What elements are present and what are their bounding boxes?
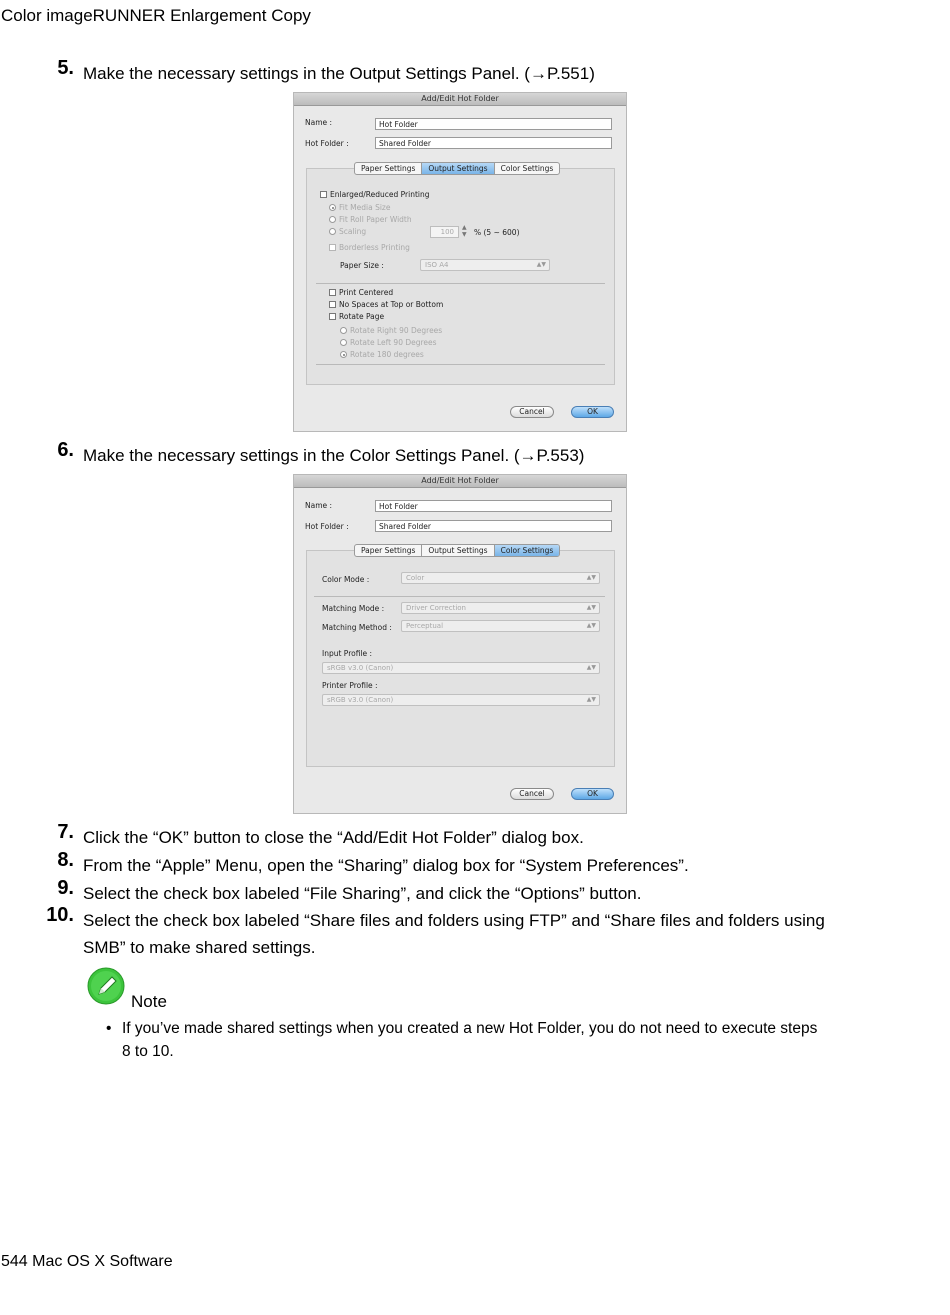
- checkbox-icon: [329, 313, 336, 320]
- bullet: •: [106, 1020, 112, 1037]
- select-value: Driver Correction: [406, 604, 466, 612]
- step-text: Make the necessary settings in the Output Settings Panel. (→P.551): [83, 64, 595, 83]
- enlarged-reduced-checkbox[interactable]: [320, 190, 430, 199]
- step-number: 10.: [46, 904, 74, 926]
- select-value: Perceptual: [406, 622, 444, 630]
- paper-size-label: Paper Size :: [340, 261, 384, 270]
- step-number: 7.: [57, 821, 74, 843]
- tab-bar: [354, 544, 560, 557]
- rotate-180-radio[interactable]: [340, 350, 424, 359]
- checkbox-label: Print Centered: [339, 288, 394, 297]
- tab-bar: [354, 162, 560, 175]
- rotate-page-checkbox[interactable]: [329, 312, 384, 321]
- checkbox-icon: [329, 301, 336, 308]
- color-mode-label: Color Mode :: [322, 575, 370, 584]
- tab-color-settings[interactable]: Color Settings: [500, 164, 554, 173]
- matching-mode-label: Matching Mode :: [322, 604, 385, 613]
- print-centered-checkbox[interactable]: [329, 288, 393, 297]
- step-number: 9.: [57, 877, 74, 899]
- page-header: Color imageRUNNER Enlargement Copy: [1, 6, 311, 25]
- select-arrows-icon: ▲▼: [586, 604, 596, 611]
- radio-label: Rotate 180 degrees: [350, 350, 424, 359]
- fit-media-radio[interactable]: [329, 203, 390, 212]
- cancel-button[interactable]: Cancel: [510, 788, 554, 800]
- hot-folder-field[interactable]: Shared Folder: [375, 520, 612, 532]
- pencil-note-icon: [87, 967, 125, 1005]
- radio-icon: [340, 327, 347, 334]
- dialog-color-settings: [293, 474, 627, 814]
- radio-label: Rotate Right 90 Degrees: [350, 326, 443, 335]
- radio-label: Rotate Left 90 Degrees: [350, 338, 437, 347]
- scaling-range: % (5 ~ 600): [474, 228, 520, 237]
- divider: [316, 283, 605, 284]
- checkbox-label: Borderless Printing: [339, 243, 410, 252]
- tab-color-settings[interactable]: Color Settings: [495, 545, 560, 556]
- radio-icon: [340, 339, 347, 346]
- dialog-title: Add/Edit Hot Folder: [294, 93, 626, 106]
- divider: [316, 364, 605, 365]
- paper-size-select[interactable]: [420, 259, 550, 271]
- note-text: If you’ve made shared settings when you created a new Hot Folder, you do not need to execute steps 8 to 10.: [122, 1020, 818, 1060]
- checkbox-label: Rotate Page: [339, 312, 385, 321]
- dialog-output-settings: [293, 92, 627, 432]
- select-arrows-icon: ▲▼: [536, 261, 546, 268]
- name-label: Name :: [305, 501, 333, 510]
- cancel-button[interactable]: Cancel: [510, 406, 554, 418]
- radio-label: Fit Roll Paper Width: [339, 215, 412, 224]
- printer-profile-label: Printer Profile :: [322, 681, 378, 690]
- select-arrows-icon: ▲▼: [586, 622, 596, 629]
- hot-folder-label: Hot Folder :: [305, 139, 349, 148]
- radio-icon: [340, 351, 347, 358]
- dialog-title: Add/Edit Hot Folder: [294, 475, 626, 488]
- checkbox-label: Enlarged/Reduced Printing: [330, 190, 430, 199]
- step-number: 8.: [57, 849, 74, 871]
- scaling-radio[interactable]: [329, 227, 366, 236]
- rotate-left-radio[interactable]: [340, 338, 437, 347]
- checkbox-label: No Spaces at Top or Bottom: [339, 300, 444, 309]
- ok-button[interactable]: OK: [571, 406, 614, 418]
- printer-profile-select[interactable]: [322, 694, 600, 706]
- step-text: Click the “OK” button to close the “Add/Edit Hot Folder” dialog box.: [83, 828, 584, 847]
- checkbox-icon: [329, 289, 336, 296]
- step-text: From the “Apple” Menu, open the “Sharing” dialog box for “System Preferences”.: [83, 856, 689, 875]
- radio-icon: [329, 228, 336, 235]
- step-text: Make the necessary settings in the Color Settings Panel. (→P.553): [83, 446, 585, 465]
- name-label: Name :: [305, 118, 333, 127]
- radio-label: Fit Media Size: [339, 203, 391, 212]
- select-value: sRGB v3.0 (Canon): [327, 696, 394, 704]
- matching-method-select[interactable]: [401, 620, 600, 632]
- divider: [314, 596, 605, 597]
- step-text: Select the check box labeled “Share files and folders using FTP” and “Share files and folders using SMB” to make shared settings.: [83, 911, 825, 957]
- select-value: sRGB v3.0 (Canon): [327, 664, 394, 672]
- hot-folder-label: Hot Folder :: [305, 522, 349, 531]
- matching-mode-select[interactable]: [401, 602, 600, 614]
- select-value: ISO A4: [425, 261, 449, 269]
- matching-method-label: Matching Method :: [322, 623, 392, 632]
- scaling-input[interactable]: 100: [430, 226, 459, 238]
- no-spaces-checkbox[interactable]: [329, 300, 443, 309]
- tab-paper-settings[interactable]: Paper Settings: [355, 163, 422, 174]
- radio-icon: [329, 204, 336, 211]
- step-number: 5.: [57, 57, 74, 79]
- radio-icon: [329, 216, 336, 223]
- radio-label: Scaling: [339, 227, 367, 236]
- tab-output-settings[interactable]: Output Settings: [422, 163, 494, 174]
- step-number: 6.: [57, 439, 74, 461]
- borderless-checkbox[interactable]: [329, 243, 410, 252]
- ok-button[interactable]: OK: [571, 788, 614, 800]
- name-field[interactable]: Hot Folder: [375, 118, 612, 130]
- checkbox-icon: [320, 191, 327, 198]
- input-profile-select[interactable]: [322, 662, 600, 674]
- tab-output-settings[interactable]: Output Settings: [422, 545, 494, 556]
- page-footer: 544 Mac OS X Software: [1, 1253, 173, 1270]
- tab-paper-settings[interactable]: Paper Settings: [355, 545, 422, 556]
- select-arrows-icon: ▲▼: [586, 574, 596, 581]
- hot-folder-field[interactable]: Shared Folder: [375, 137, 612, 149]
- input-profile-label: Input Profile :: [322, 649, 373, 658]
- select-value: Color: [406, 574, 425, 582]
- select-arrows-icon: ▲▼: [586, 696, 596, 703]
- note-title: Note: [131, 992, 167, 1011]
- rotate-right-radio[interactable]: [340, 326, 442, 335]
- name-field[interactable]: Hot Folder: [375, 500, 612, 512]
- select-arrows-icon: ▲▼: [586, 664, 596, 671]
- stepper-icon[interactable]: ▲ ▼: [462, 224, 467, 238]
- checkbox-icon: [329, 244, 336, 251]
- step-text: Select the check box labeled “File Sharing”, and click the “Options” button.: [83, 884, 642, 903]
- fit-roll-radio[interactable]: [329, 215, 412, 224]
- color-mode-select[interactable]: [401, 572, 600, 584]
